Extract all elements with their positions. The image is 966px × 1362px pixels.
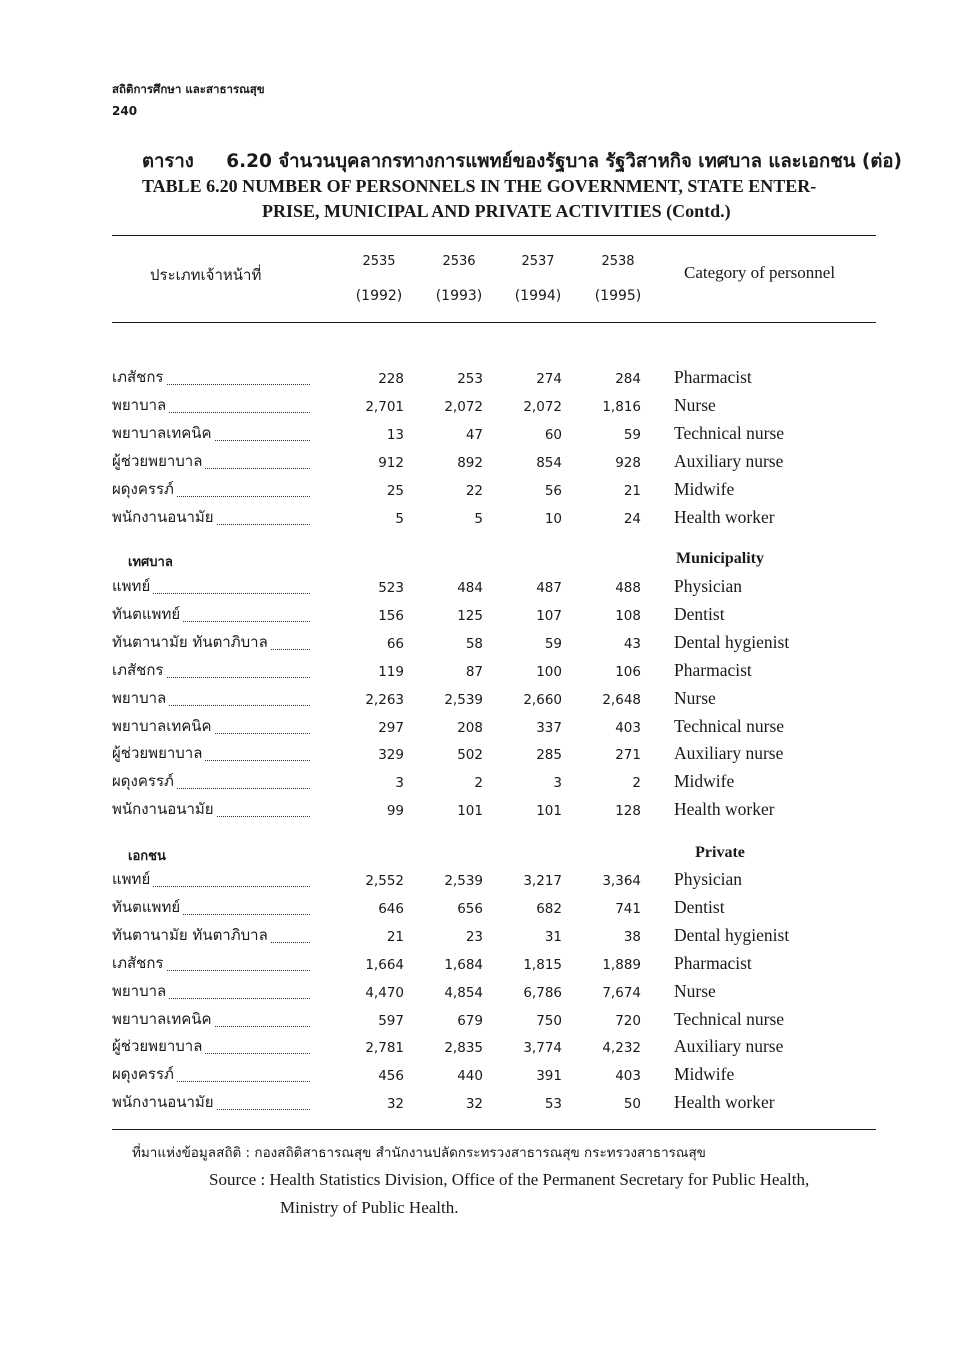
leader-dots — [177, 788, 310, 789]
category-thai-text: แพทย์ — [112, 577, 151, 595]
leader-dots — [217, 524, 310, 525]
source-english-line-2: Ministry of Public Health. — [280, 1198, 459, 1217]
category-english: Physician — [674, 869, 743, 889]
category-english: Auxiliary nurse — [674, 1036, 784, 1056]
category-english: Midwife — [674, 479, 735, 499]
category-thai — [112, 660, 310, 682]
value-cell: 4,232 — [602, 1040, 641, 1056]
category-english: Technical nurse — [674, 1009, 785, 1029]
value-cell: 87 — [465, 664, 483, 680]
section-label-english: Municipality — [675, 550, 764, 567]
table-title-thai — [142, 147, 902, 176]
value-cell: 403 — [615, 720, 641, 736]
category-thai-text: พยาบาล — [112, 982, 167, 1000]
table-row — [0, 367, 966, 395]
category-english: Technical nurse — [674, 716, 785, 736]
category-english: Dental hygienist — [674, 632, 790, 652]
category-thai-text: ผู้ช่วยพยาบาล — [112, 452, 203, 470]
category-thai — [112, 1036, 310, 1058]
value-cell: 403 — [615, 1068, 641, 1084]
value-cell: 2,835 — [444, 1040, 483, 1056]
leader-dots — [271, 649, 310, 650]
category-thai — [112, 1009, 310, 1031]
leader-dots — [153, 886, 310, 887]
value-cell: 32 — [386, 1096, 404, 1112]
category-english: Dental hygienist — [674, 925, 790, 945]
value-cell: 337 — [536, 720, 562, 736]
value-cell: 2,539 — [444, 873, 483, 889]
category-english: Pharmacist — [674, 660, 752, 680]
category-thai — [112, 716, 310, 738]
value-cell: 597 — [378, 1013, 404, 1029]
leader-dots — [205, 1053, 310, 1054]
value-cell: 3,217 — [523, 873, 562, 889]
value-cell: 2 — [632, 775, 641, 791]
value-cell: 59 — [544, 636, 562, 652]
category-english: Dentist — [674, 897, 725, 917]
title-english-line-1: TABLE 6.20 NUMBER OF PERSONNELS IN THE GOVERNMENT, STATE ENTER- — [142, 176, 817, 196]
value-cell: 487 — [536, 580, 562, 596]
value-cell: 1,684 — [444, 957, 483, 973]
category-english: Auxiliary nurse — [674, 743, 784, 763]
value-cell: 3,364 — [602, 873, 641, 889]
value-cell: 2,648 — [602, 692, 641, 708]
leader-dots — [167, 970, 311, 971]
value-cell: 10 — [544, 511, 562, 527]
value-cell: 440 — [457, 1068, 483, 1084]
table-row — [0, 660, 966, 688]
leader-dots — [153, 593, 310, 594]
leader-dots — [177, 1081, 310, 1082]
table-row — [0, 743, 966, 771]
leader-dots — [169, 998, 310, 999]
value-cell: 53 — [544, 1096, 562, 1112]
value-cell: 6,786 — [523, 985, 562, 1001]
table-row — [0, 869, 966, 897]
value-cell: 2,539 — [444, 692, 483, 708]
value-cell: 3,774 — [523, 1040, 562, 1056]
table-row — [0, 1009, 966, 1037]
title-thai-text: จำนวนบุคลากรทางการแพทย์ของรัฐบาล รัฐวิสาหกิจ เทศบาล และเอกชน (ต่อ) — [278, 151, 902, 172]
value-cell: 253 — [457, 371, 483, 387]
category-thai — [112, 771, 310, 793]
category-thai-text: พนักงานอนามัย — [112, 1093, 214, 1111]
value-cell: 228 — [378, 371, 404, 387]
leader-dots — [215, 733, 310, 734]
table-row — [0, 688, 966, 716]
category-thai — [112, 604, 310, 626]
leader-dots — [215, 440, 310, 441]
category-thai — [112, 953, 310, 975]
value-cell: 38 — [623, 929, 641, 945]
year-ad: (1992) — [355, 288, 403, 304]
table-row — [0, 604, 966, 632]
value-cell: 523 — [378, 580, 404, 596]
category-english: Health worker — [674, 1092, 775, 1112]
category-thai-text: พยาบาลเทคนิค — [112, 1010, 212, 1028]
category-thai — [112, 743, 310, 765]
year-thai: 2536 — [442, 254, 476, 269]
category-thai-text: ผดุงครรภ์ — [112, 1065, 174, 1083]
category-thai-text: แพทย์ — [112, 870, 151, 888]
category-english: Nurse — [674, 981, 716, 1001]
value-cell: 47 — [465, 427, 483, 443]
category-thai — [112, 507, 310, 529]
table-row — [0, 771, 966, 799]
value-cell: 4,470 — [365, 985, 404, 1001]
table-row — [0, 716, 966, 744]
table-row — [0, 981, 966, 1009]
value-cell: 3 — [395, 775, 404, 791]
value-cell: 679 — [457, 1013, 483, 1029]
leader-dots — [167, 384, 311, 385]
section-label-english: Private — [695, 844, 745, 861]
category-thai-text: เภสัชกร — [112, 661, 164, 679]
category-english: Physician — [674, 576, 743, 596]
source-english — [209, 1166, 809, 1222]
category-english: Nurse — [674, 688, 716, 708]
source-thai: ที่มาแห่งข้อมูลสถิติ : กองสถิติสาธารณสุข สำนักงานปลัดกระทรวงสาธารณสุข กระทรวงสาธารณสุข — [132, 1145, 706, 1161]
category-thai — [112, 688, 310, 710]
category-thai — [112, 576, 310, 598]
book-title: สถิติการศึกษา และสาธารณสุข — [112, 82, 265, 96]
category-thai-text: เภสัชกร — [112, 954, 164, 972]
value-cell: 21 — [623, 483, 641, 499]
value-cell: 284 — [615, 371, 641, 387]
leader-dots — [169, 705, 310, 706]
value-cell: 5 — [395, 511, 404, 527]
value-cell: 1,815 — [523, 957, 562, 973]
value-cell: 101 — [457, 803, 483, 819]
title-number: 6.20 — [226, 151, 272, 172]
category-thai-text: พยาบาลเทคนิค — [112, 424, 212, 442]
value-cell: 2 — [474, 775, 483, 791]
category-thai — [112, 897, 310, 919]
category-thai — [112, 1092, 310, 1114]
value-cell: 5 — [474, 511, 483, 527]
section-label-thai: เอกชน — [128, 849, 166, 864]
category-english: Auxiliary nurse — [674, 451, 784, 471]
value-cell: 3 — [553, 775, 562, 791]
table-row — [0, 1092, 966, 1120]
value-cell: 646 — [378, 901, 404, 917]
value-cell: 60 — [544, 427, 562, 443]
value-cell: 101 — [536, 803, 562, 819]
leader-dots — [217, 1109, 310, 1110]
value-cell: 391 — [536, 1068, 562, 1084]
table-top-rule — [112, 235, 876, 236]
category-thai-text: ทันตานามัย ทันตาภิบาล — [112, 633, 268, 651]
section-label-thai: เทศบาล — [128, 555, 173, 570]
value-cell: 2,660 — [523, 692, 562, 708]
value-cell: 854 — [536, 455, 562, 471]
value-cell: 23 — [465, 929, 483, 945]
value-cell: 66 — [386, 636, 404, 652]
value-cell: 4,854 — [444, 985, 483, 1001]
category-thai — [112, 632, 310, 654]
value-cell: 208 — [457, 720, 483, 736]
category-english: Midwife — [674, 771, 735, 791]
value-cell: 125 — [457, 608, 483, 624]
value-cell: 2,263 — [365, 692, 404, 708]
value-cell: 2,781 — [365, 1040, 404, 1056]
value-cell: 2,552 — [365, 873, 404, 889]
category-english: Health worker — [674, 799, 775, 819]
category-thai — [112, 367, 310, 389]
year-ad: (1995) — [594, 288, 642, 304]
value-cell: 21 — [386, 929, 404, 945]
table-row — [0, 451, 966, 479]
value-cell: 502 — [457, 747, 483, 763]
value-cell: 56 — [544, 483, 562, 499]
category-thai-text: พยาบาลเทคนิค — [112, 717, 212, 735]
category-thai — [112, 451, 310, 473]
table-row — [0, 576, 966, 604]
value-cell: 24 — [623, 511, 641, 527]
table-row — [0, 953, 966, 981]
value-cell: 119 — [378, 664, 404, 680]
value-cell: 2,701 — [365, 399, 404, 415]
category-thai-text: พนักงานอนามัย — [112, 508, 214, 526]
category-thai-text: พยาบาล — [112, 396, 167, 414]
category-thai-text: ผู้ช่วยพยาบาล — [112, 1037, 203, 1055]
category-english: Pharmacist — [674, 367, 752, 387]
table-row — [0, 1036, 966, 1064]
category-thai-text: ผดุงครรภ์ — [112, 480, 174, 498]
year-ad: (1993) — [435, 288, 483, 304]
table-row — [0, 632, 966, 660]
value-cell: 928 — [615, 455, 641, 471]
page-header — [112, 81, 265, 118]
value-cell: 484 — [457, 580, 483, 596]
category-thai — [112, 981, 310, 1003]
value-cell: 100 — [536, 664, 562, 680]
value-cell: 656 — [457, 901, 483, 917]
category-thai-text: ทันตแพทย์ — [112, 605, 181, 623]
category-thai — [112, 925, 310, 947]
value-cell: 106 — [615, 664, 641, 680]
value-cell: 108 — [615, 608, 641, 624]
value-cell: 2,072 — [523, 399, 562, 415]
value-cell: 682 — [536, 901, 562, 917]
table-row — [0, 1064, 966, 1092]
category-thai — [112, 1064, 310, 1086]
title-prefix: ตาราง — [142, 151, 194, 172]
value-cell: 488 — [615, 580, 641, 596]
leader-dots — [183, 621, 310, 622]
value-cell: 1,816 — [602, 399, 641, 415]
leader-dots — [183, 914, 310, 915]
table-row — [0, 507, 966, 535]
category-english: Midwife — [674, 1064, 735, 1084]
value-cell: 271 — [615, 747, 641, 763]
table-row — [0, 423, 966, 451]
value-cell: 128 — [615, 803, 641, 819]
table-bottom-rule — [112, 1129, 876, 1130]
category-thai-text: เภสัชกร — [112, 368, 164, 386]
leader-dots — [271, 942, 310, 943]
category-thai — [112, 395, 310, 417]
category-english: Pharmacist — [674, 953, 752, 973]
value-cell: 456 — [378, 1068, 404, 1084]
value-cell: 58 — [465, 636, 483, 652]
leader-dots — [217, 816, 310, 817]
table-header-rule — [112, 322, 876, 323]
value-cell: 22 — [465, 483, 483, 499]
category-thai-text: ผดุงครรภ์ — [112, 772, 174, 790]
source-english-line-1: Source : Health Statistics Division, Office of the Permanent Secretary for Public Health, — [209, 1170, 810, 1189]
value-cell: 285 — [536, 747, 562, 763]
value-cell: 750 — [536, 1013, 562, 1029]
leader-dots — [177, 496, 310, 497]
category-thai — [112, 799, 310, 821]
category-thai — [112, 869, 310, 891]
value-cell: 32 — [465, 1096, 483, 1112]
year-thai: 2538 — [601, 254, 635, 269]
value-cell: 2,072 — [444, 399, 483, 415]
value-cell: 50 — [623, 1096, 641, 1112]
value-cell: 99 — [386, 803, 404, 819]
value-cell: 156 — [378, 608, 404, 624]
year-thai: 2537 — [521, 254, 555, 269]
value-cell: 329 — [378, 747, 404, 763]
category-thai-text: พนักงานอนามัย — [112, 800, 214, 818]
value-cell: 1,889 — [602, 957, 641, 973]
category-thai-text: ทันตานามัย ทันตาภิบาล — [112, 926, 268, 944]
value-cell: 912 — [378, 455, 404, 471]
value-cell: 274 — [536, 371, 562, 387]
leader-dots — [169, 412, 310, 413]
column-header-thai: ประเภทเจ้าหน้าที่ — [150, 266, 262, 284]
page-number: 240 — [112, 104, 138, 118]
value-cell: 1,664 — [365, 957, 404, 973]
category-thai-text: ผู้ช่วยพยาบาล — [112, 744, 203, 762]
title-english-line-2: PRISE, MUNICIPAL AND PRIVATE ACTIVITIES (Contd.) — [262, 201, 731, 221]
value-cell: 892 — [457, 455, 483, 471]
table-row — [0, 799, 966, 827]
category-english: Health worker — [674, 507, 775, 527]
leader-dots — [205, 468, 310, 469]
value-cell: 43 — [623, 636, 641, 652]
table-row — [0, 925, 966, 953]
column-header-english: Category of personnel — [684, 263, 836, 282]
category-thai-text: พยาบาล — [112, 689, 167, 707]
category-english: Dentist — [674, 604, 725, 624]
category-english: Nurse — [674, 395, 716, 415]
value-cell: 7,674 — [602, 985, 641, 1001]
year-ad: (1994) — [514, 288, 562, 304]
value-cell: 741 — [615, 901, 641, 917]
value-cell: 13 — [386, 427, 404, 443]
category-english: Technical nurse — [674, 423, 785, 443]
leader-dots — [167, 677, 311, 678]
value-cell: 59 — [623, 427, 641, 443]
category-thai — [112, 479, 310, 501]
leader-dots — [215, 1026, 310, 1027]
value-cell: 107 — [536, 608, 562, 624]
table-row — [0, 395, 966, 423]
year-thai: 2535 — [362, 254, 396, 269]
table-row — [0, 897, 966, 925]
value-cell: 720 — [615, 1013, 641, 1029]
value-cell: 297 — [378, 720, 404, 736]
value-cell: 25 — [386, 483, 404, 499]
table-title-english — [142, 174, 816, 224]
table-row — [0, 479, 966, 507]
category-thai — [112, 423, 310, 445]
value-cell: 31 — [544, 929, 562, 945]
category-thai-text: ทันตแพทย์ — [112, 898, 181, 916]
leader-dots — [205, 760, 310, 761]
